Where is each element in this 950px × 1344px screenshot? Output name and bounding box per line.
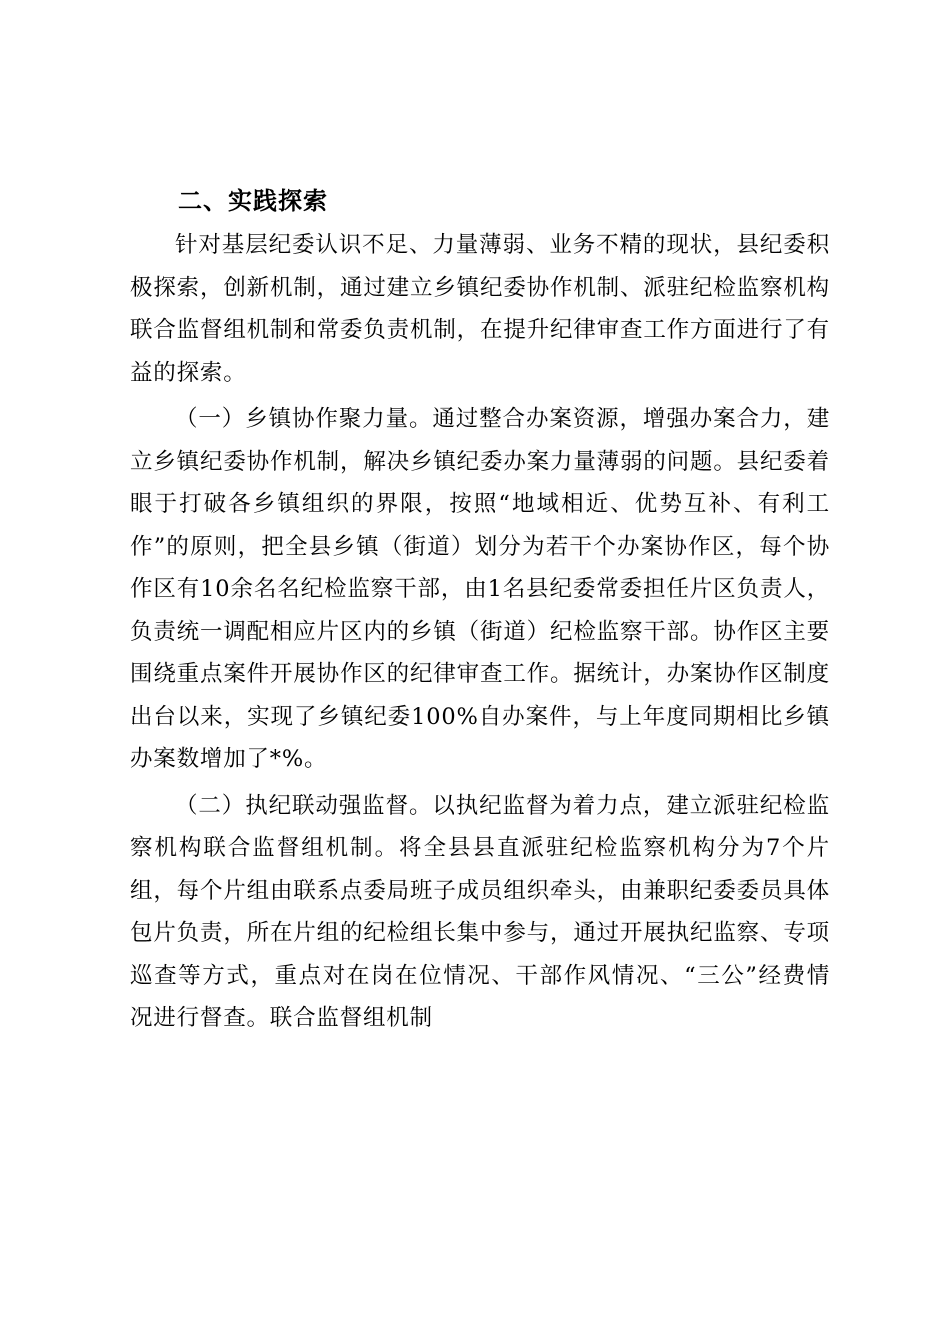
joint-supervision-paragraph: （二）执纪联动强监督。以执纪监督为着力点，建立派驻纪检监察机构联合监督组机制。将全县县直派驻纪检监察机构分为7个片组，每个片组由联系点委局班子成员组织牵头，由兼职纪委委员具体包片负责，所在片组的纪检组长集中参与，通过开展执纪监察、专项巡查等方式，重点对在岗在位情况、干部作风情况、“三公”经费情况进行督查。联合监督组机制 (130, 792, 830, 1031)
intro-paragraph: 针对基层纪委认识不足、力量薄弱、业务不精的现状，县纪委积极探索，创新机制，通过建立乡镇纪委协作机制、派驻纪检监察机构联合监督组机制和常委负责机制，在提升纪律审查工作方面进行了有益的探索。 (130, 232, 830, 386)
township-cooperation-paragraph: （一）乡镇协作聚力量。通过整合办案资源，增强办案合力，建立乡镇纪委协作机制，解决乡镇纪委办案力量薄弱的问题。县纪委着眼于打破各乡镇组织的界限，按照“地域相近、优势互补、有利工作”的原则，把全县乡镇（街道）划分为若干个办案协作区，每个协作区有10余名名纪检监察干部，由1名县纪委常委担任片区负责人，负责统一调配相应片区内的乡镇（街道）纪检监察干部。协作区主要围绕重点案件开展协作区的纪律审查工作。据统计，办案协作区制度出台以来，实现了乡镇纪委100%自办案件，与上年度同期相比乡镇办案数增加了*%。 (130, 406, 830, 772)
section-heading: 二、实践探索 (178, 187, 328, 215)
document-body (130, 182, 830, 1040)
